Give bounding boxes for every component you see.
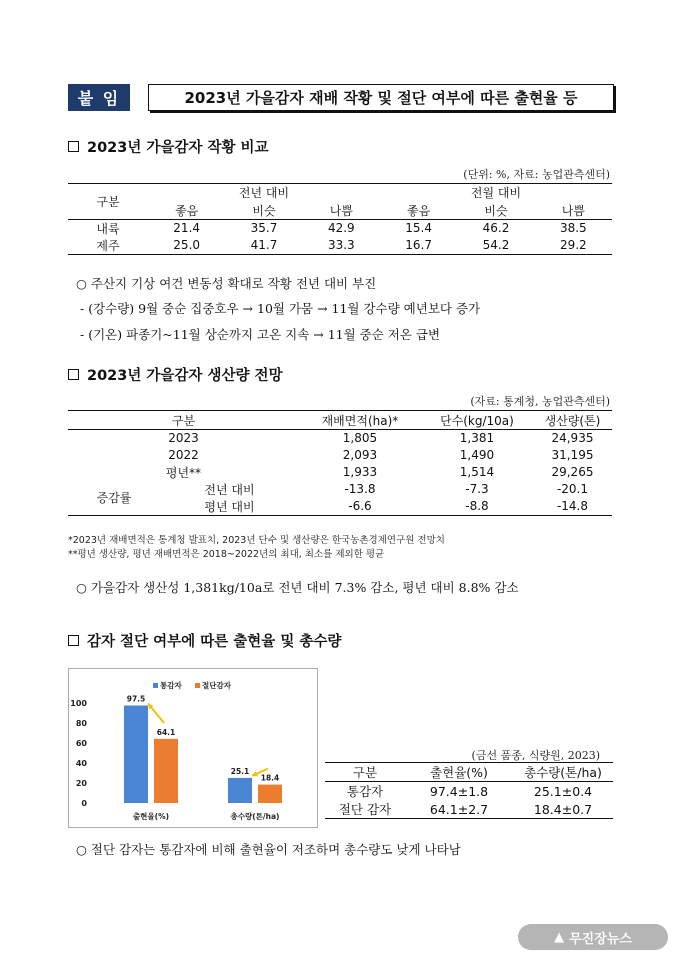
cell: -8.8 (465, 499, 489, 513)
footnote: *2023년 재배면적은 통계청 발표치, 2023년 단수 및 생산량은 한국농촌경제연구원 전망치 (68, 535, 445, 546)
subheader-cell: 나쁨 (561, 203, 585, 218)
row-label: 전년 대비 (204, 482, 255, 497)
table-row (68, 430, 612, 447)
header-prev-month: 전월 대비 (470, 186, 522, 201)
document-title: 2023년 가을감자 재배 작황 및 절단 여부에 따른 출현율 등 (148, 84, 614, 111)
logo-icon: ▲ (554, 929, 565, 945)
checkbox-square-icon (68, 141, 79, 152)
row-label: 내륙 (96, 221, 120, 236)
subheader-cell: 좋음 (175, 203, 199, 218)
section1-heading (68, 136, 269, 157)
cell: 1,514 (459, 465, 495, 479)
row-label: 2023 (168, 431, 199, 446)
watermark-text: 무진장뉴스 (569, 931, 632, 947)
chart-svg (69, 669, 317, 827)
cell: -6.6 (348, 499, 372, 513)
section2-heading-text: 2023년 가을감자 생산량 전망 (87, 368, 283, 384)
cell: 35.7 (250, 221, 278, 235)
header-prev-year: 전년 대비 (238, 186, 290, 201)
watermark (518, 924, 668, 950)
row-label: 평년** (165, 465, 202, 480)
cell: -14.8 (556, 499, 588, 513)
subheader-cell: 좋음 (407, 203, 431, 218)
bar-value-label: 18.4 (260, 773, 280, 783)
table-row (68, 481, 612, 498)
cell: 16.7 (405, 238, 432, 252)
section3-source: (금선 품종, 식량원, 2023) (471, 749, 600, 762)
cell: -7.3 (465, 482, 489, 496)
cell: 29,265 (551, 465, 594, 479)
cell: 1,381 (459, 431, 495, 446)
y-tick-label: 40 (75, 759, 87, 768)
bar (228, 778, 252, 803)
y-tick-label: 20 (75, 779, 87, 788)
cell: 25.1±0.4 (533, 783, 593, 799)
y-tick-label: 80 (75, 719, 87, 728)
cell: 97.4±1.8 (429, 783, 489, 799)
section1-bullet: ○ 주산지 기상 여건 변동성 확대로 작황 전년 대비 부진 (76, 276, 377, 291)
cell: 33.3 (327, 238, 355, 252)
cell: 46.2 (482, 221, 510, 235)
row-label: 제주 (96, 238, 120, 253)
checkbox-square-icon (68, 635, 79, 646)
row-label: 2022 (168, 448, 199, 462)
header-cell: 생산량(톤) (544, 413, 601, 428)
subheader-cell: 비슷 (252, 203, 276, 218)
header-cell: 총수량(톤/ha) (524, 765, 602, 780)
cell: 64.1±2.7 (429, 801, 489, 817)
table-row (68, 219, 612, 237)
category-label: 총수량(톤/ha) (230, 812, 280, 821)
row-label: 평년 대비 (204, 499, 255, 514)
cell: 41.7 (250, 238, 278, 252)
change-label: 증감률 (96, 491, 132, 505)
legend-swatch (195, 683, 200, 688)
footnote: **평년 생산량, 평년 재배면적은 2018~2022년의 최대, 최소를 제외한 평균 (68, 549, 385, 560)
header-cell: 구분 (352, 765, 378, 780)
cell: 15.4 (405, 221, 432, 235)
cell: 21.4 (173, 221, 201, 235)
section1-heading-text: 2023년 가을감자 작황 비교 (87, 140, 269, 156)
y-tick-label: 0 (81, 799, 87, 808)
legend-label: 절단감자 (202, 681, 231, 690)
bar (154, 739, 178, 803)
cell: 38.5 (559, 221, 587, 235)
table-row (68, 447, 612, 464)
table-row (68, 237, 612, 255)
table-row (325, 800, 613, 819)
row-label: 통감자 (346, 784, 384, 799)
bar (124, 706, 148, 804)
y-tick-label: 100 (70, 699, 87, 708)
bar-value-label: 25.1 (230, 766, 250, 776)
bar-value-label: 64.1 (156, 727, 176, 737)
section1-source: (단위: %, 자료: 농업관측센터) (463, 168, 610, 181)
section3-bullet: ○ 절단 감자는 통감자에 비해 출현율이 저조하며 총수량도 낮게 나타남 (76, 842, 461, 857)
cell: 18.4±0.7 (533, 801, 593, 817)
cell: -20.1 (556, 482, 588, 496)
category-label: 출현율(%) (132, 812, 170, 821)
cell: 24,935 (551, 431, 594, 446)
emergence-table (325, 762, 613, 819)
cell: 1,933 (342, 465, 378, 479)
section2-source: (자료: 통계청, 농업관측센터) (470, 395, 610, 408)
production-forecast-table (68, 410, 612, 516)
cell: 1,805 (342, 431, 378, 446)
cell: 29.2 (559, 238, 587, 252)
legend-label: 통감자 (160, 681, 182, 690)
section1-subbullet: - (기온) 파종기~11월 상순까지 고온 지속 → 11월 중순 저온 급변 (80, 327, 441, 342)
legend-swatch (153, 683, 158, 688)
cell: 1,490 (459, 448, 495, 462)
section3-heading (68, 630, 341, 651)
bar (258, 785, 282, 803)
cell: 42.9 (327, 221, 355, 235)
cell: 54.2 (482, 238, 510, 252)
bar-value-label: 97.5 (126, 694, 146, 704)
section2-bullet: ○ 가을감자 생산성 1,381kg/10a로 전년 대비 7.3% 감소, 평년 대비 8.8% 감소 (76, 580, 519, 595)
cell: -13.8 (344, 482, 376, 496)
header-cell: 출현율(%) (430, 765, 488, 780)
cell: 31,195 (551, 448, 594, 462)
y-tick-label: 60 (75, 739, 87, 748)
table-row (325, 782, 613, 801)
emergence-yield-chart (68, 668, 318, 828)
section2-heading (68, 364, 283, 385)
header-cell: 구분 (171, 413, 196, 428)
checkbox-square-icon (68, 369, 79, 380)
header-cell: 재배면적(ha)* (321, 413, 399, 428)
header-cell: 단수(kg/10a) (440, 413, 514, 428)
section1-subbullet: - (강수량) 9월 중순 집중호우 → 10월 가뭄 → 11월 강수량 예년보다 증가 (80, 301, 481, 316)
header-category: 구분 (96, 194, 120, 209)
subheader-cell: 비슷 (484, 203, 508, 218)
attachment-tag: 붙 임 (68, 84, 130, 111)
subheader-cell: 나쁨 (329, 203, 353, 218)
table-row (68, 464, 612, 481)
crop-condition-table (68, 183, 612, 255)
section3-heading-text: 감자 절단 여부에 따른 출현율 및 총수량 (87, 634, 342, 650)
cell: 25.0 (173, 238, 201, 252)
row-label: 절단 감자 (338, 802, 392, 817)
cell: 2,093 (342, 448, 378, 462)
